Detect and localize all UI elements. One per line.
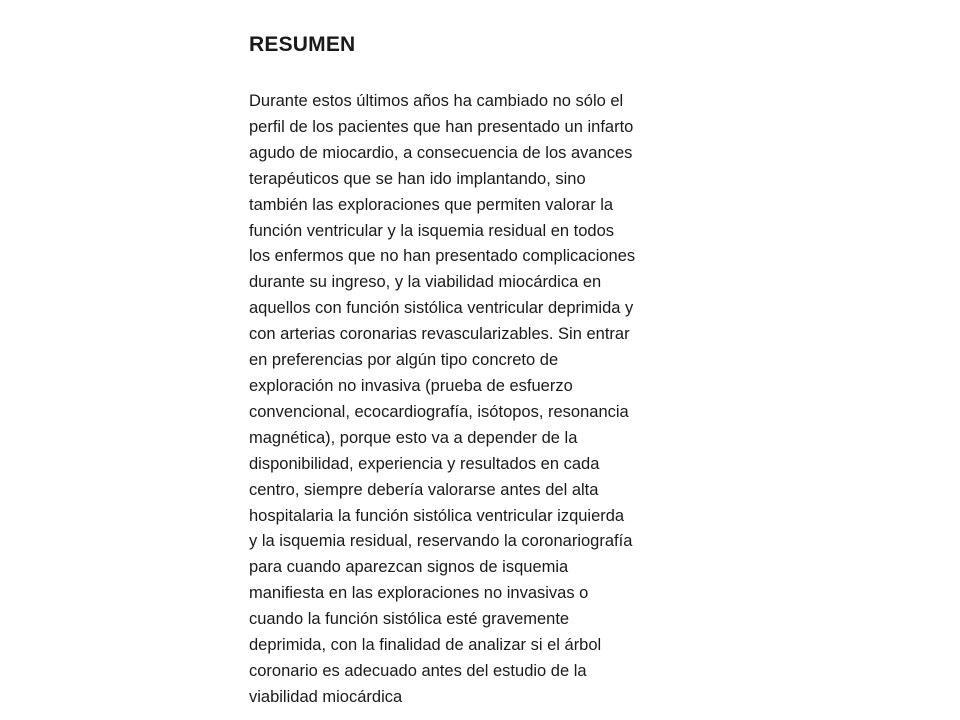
paragraph-line: en preferencias por algún tipo concreto de <box>249 351 559 370</box>
paragraph-line: los enfermos que no han presentado complicaciones <box>249 247 636 266</box>
page-title: RESUMEN <box>249 33 356 56</box>
paragraph-line: exploración no invasiva (prueba de esfuerzo <box>249 376 573 395</box>
paragraph-line: terapéuticos que se han ido implantando, sino <box>249 169 586 188</box>
paragraph-line: hospitalaria la función sistólica ventricular izquierda <box>249 506 625 525</box>
paragraph-line: aquellos con función sistólica ventricular deprimida y <box>249 299 634 318</box>
abstract-paragraph <box>249 89 724 711</box>
paragraph-line: viabilidad miocárdica <box>249 687 403 706</box>
paragraph-line: también las exploraciones que permiten valorar la <box>249 195 614 214</box>
paragraph-line: magnética), porque esto va a depender de la <box>249 428 578 447</box>
paragraph-line: con arterias coronarias revascularizables. Sin entrar <box>249 325 630 344</box>
paragraph-line: manifiesta en las exploraciones no invasivas o <box>249 584 589 603</box>
paragraph-line: y la isquemia residual, reservando la coronariografía <box>249 532 633 551</box>
paragraph-line: agudo de miocardio, a consecuencia de los avances <box>249 143 633 162</box>
paragraph-line: Durante estos últimos años ha cambiado no sólo el <box>249 92 624 110</box>
paragraph-line: perfil de los pacientes que han presentado un infarto <box>249 117 634 136</box>
paragraph-line: durante su ingreso, y la viabilidad miocárdica en <box>249 273 602 292</box>
paragraph-line: deprimida, con la finalidad de analizar si el árbol <box>249 636 602 655</box>
paragraph-line: coronario es adecuado antes del estudio de la <box>249 661 587 680</box>
paragraph-line: disponibilidad, experiencia y resultados en cada <box>249 454 600 473</box>
paragraph-line: para cuando aparezcan signos de isquemia <box>249 558 569 577</box>
paragraph-line: convencional, ecocardiografía, isótopos, resonancia <box>249 402 629 421</box>
paragraph-line: función ventricular y la isquemia residual en todos <box>249 221 615 240</box>
paragraph-line: centro, siempre debería valorarse antes del alta <box>249 480 599 499</box>
paragraph-line: cuando la función sistólica esté gravemente <box>249 610 570 629</box>
